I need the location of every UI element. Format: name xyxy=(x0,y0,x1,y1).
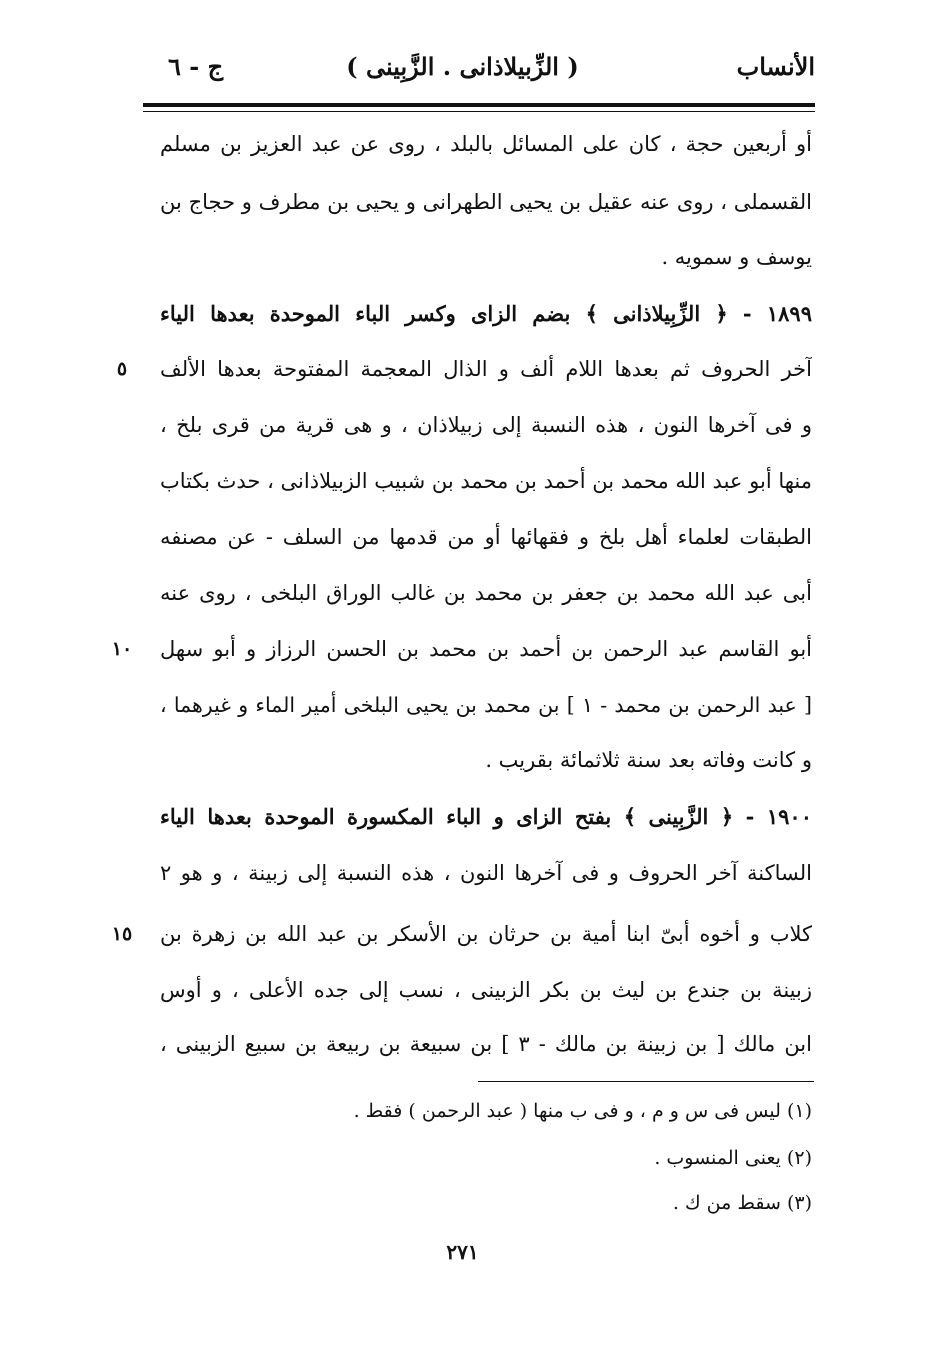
text-line: ابن مالك [ بن زبينة بن مالك - ٣ ] بن سبيعة بن ربيعة بن سبيع الزبينى ، xyxy=(160,1032,812,1056)
footnote-2: (٢) يعنى المنسوب . xyxy=(654,1147,812,1169)
header-running-title: ( الزِّبيلاذانى . الزَّبِينى ) xyxy=(346,52,579,81)
text-line: القسملى ، روى عنه عقيل بن يحيى الطهرانى و يحيى بن مطرف و حجاج بن xyxy=(160,190,812,214)
header-rule-thin xyxy=(143,111,815,112)
text-line: آخر الحروف ثم بعدها اللام ألف و الذال المعجمة المفتوحة بعدها الألف xyxy=(160,357,812,381)
text-line: الساكنة آخر الحروف و فى آخرها النون ، هذه النسبة إلى زبينة ، و هو ٢ xyxy=(160,861,812,885)
text-line: يوسف و سمويه . xyxy=(661,245,812,269)
text-line: و فى آخرها النون ، هذه النسبة إلى زبيلاذان ، و هى قرية من قرى بلخ ، xyxy=(160,413,812,437)
page-number: ٢٧١ xyxy=(446,1240,479,1264)
text-line: كلاب و أخوه أبىّ ابنا أمية بن حرثان بن الأسكر بن عبد الله بن زهرة بن xyxy=(160,922,812,946)
text-line: منها أبو عبد الله محمد بن أحمد بن محمد بن شبيب الزبيلاذانى ، حدث بكتاب xyxy=(160,469,812,493)
text-line: الطبقات لعلماء أهل بلخ و فقهائها أو من قدمها من السلف - عن مصنفه xyxy=(160,525,812,549)
text-line: و كانت وفاته بعد سنة ثلاثمائة بقريب . xyxy=(485,748,812,772)
footnote-rule xyxy=(478,1081,814,1082)
header-volume: ج - ٦ xyxy=(168,52,224,81)
margin-line-number-15: ١٥ xyxy=(111,923,133,945)
text-line: زبينة بن جندع بن ليث بن بكر الزبينى ، نسب إلى جده الأعلى ، و أوس xyxy=(160,978,812,1002)
margin-line-number-10: ١٠ xyxy=(111,638,133,660)
margin-line-number-5: ٥ xyxy=(116,358,128,380)
text-line: أبى عبد الله محمد بن جعفر بن محمد بن غالب الوراق البلخى ، روى عنه xyxy=(160,581,812,605)
text-line: [ عبد الرحمن بن محمد - ١ ] بن محمد بن يحيى البلخى أمير الماء و غيرهما ، xyxy=(160,693,812,717)
header-rule-thick xyxy=(143,103,815,107)
text-line: أو أربعين حجة ، كان على المسائل بالبلد ، روى عن عبد العزيز بن مسلم xyxy=(160,132,812,156)
entry-1900-line: ١٩٠٠ - ﴿ الزَّبِينى ﴾ بفتح الزاى و الباء المكسورة الموحدة بعدها الياء xyxy=(160,804,812,829)
header-section-title: الأنساب xyxy=(736,52,815,81)
footnote-1: (١) ليس فى س و م ، و فى ب منها ( عبد الرحمن ) فقط . xyxy=(353,1100,812,1122)
entry-1899-line: ١٨٩٩ - ﴿ الزِّبِيلاذانى ﴾ بضم الزاى وكسر الباء الموحدة بعدها الياء xyxy=(160,301,812,326)
footnote-3: (٣) سقط من ك . xyxy=(672,1192,812,1214)
text-line: أبو القاسم عبد الرحمن بن أحمد بن محمد بن الحسن الرزاز و أبو سهل xyxy=(160,637,812,661)
